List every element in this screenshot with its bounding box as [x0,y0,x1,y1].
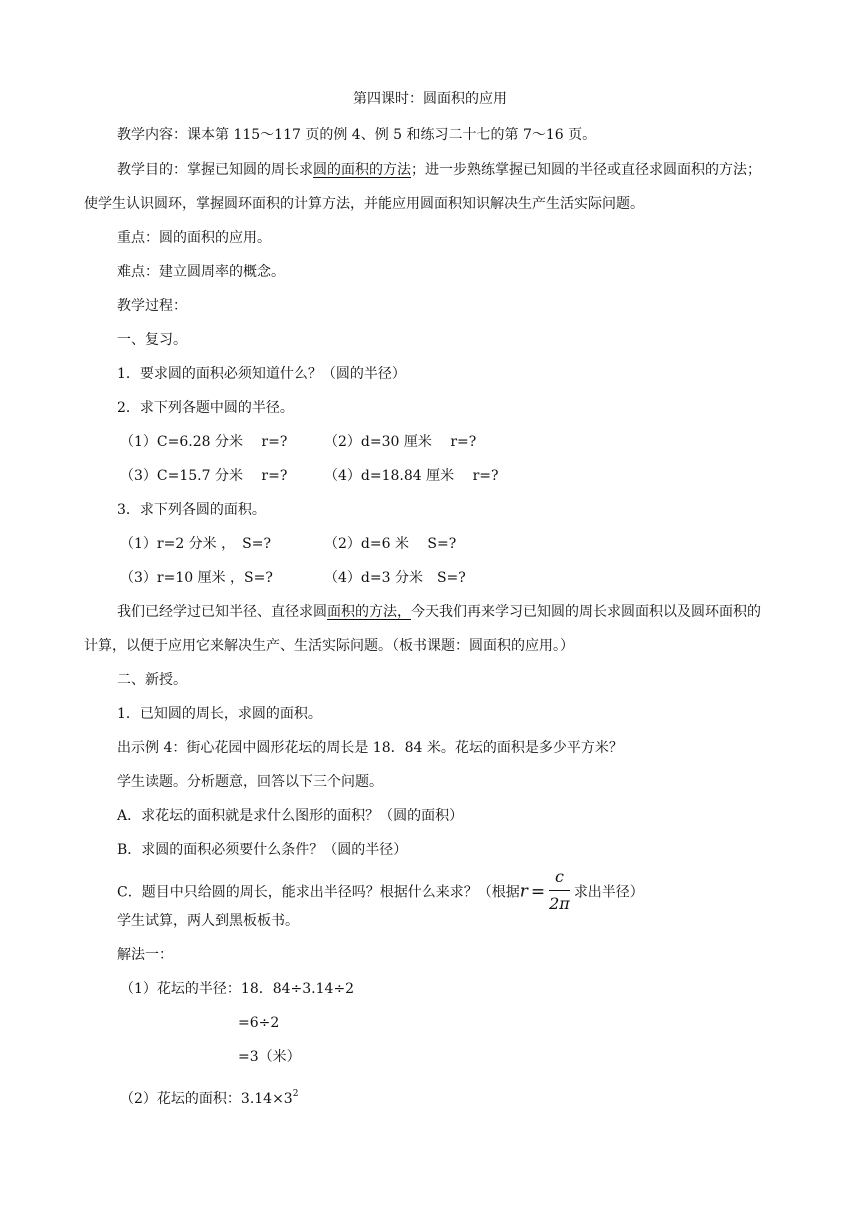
review-question-3: 3．求下列各圆的面积。 [117,502,266,518]
review-question-2: 2．求下列各题中圆的半径。 [117,400,294,416]
student-try: 学生试算，两人到黑板板书。 [117,913,299,929]
review-heading: 一、复习。 [117,332,187,348]
radius-item-1: （1）C=6.28 分米 r=? [120,434,288,450]
new-section-1: 1．已知圆的周长，求圆的面积。 [117,706,322,722]
process-heading: 教学过程： [117,298,187,314]
question-a: A．求花坛的面积就是求什么图形的面积？（圆的面积） [117,808,464,824]
review-question-1: 1．要求圆的面积必须知道什么？（圆的半径） [117,366,406,382]
new-lesson-heading: 二、新授。 [117,672,187,688]
question-c-text-a: C．题目中只给圆的周长，能求出半径吗？根据什么来求？（根据 [117,884,520,901]
formula-equals: = [530,881,546,902]
bridge-text-b: 今天我们再来学习已知圆的周长求圆面积以及圆环面积的 [411,604,761,620]
area-item-1: （1）r=2 分米 ， S=? [120,536,271,552]
step-2-text: （2）花坛的面积：3.14×3 [120,1091,293,1107]
bridge-line2: 计算，以便于应用它来解决生产、生活实际问题。（板书课题：圆面积的应用。） [84,638,574,654]
goal-text-a: 教学目的：掌握已知圆的周长求 [117,162,313,178]
formula-lhs: r [519,881,528,902]
formula-numerator: c [554,867,564,886]
radius-item-2: （2）d=30 厘米 r=? [324,434,477,450]
read-instruction: 学生读题。分析题意，回答以下三个问题。 [117,774,383,790]
area-item-4: （4）d=3 分米 S=? [324,570,466,586]
teaching-goal-line1 [117,163,761,177]
question-c-text-b: 求出半径） [573,884,644,901]
question-c [117,868,644,917]
step-1-line-2: =6÷2 [238,1015,280,1031]
area-item-2: （2）d=6 米 S=? [324,536,457,552]
formula-denominator: 2π [549,894,570,913]
radius-item-3: （3）C=15.7 分米 r=? [120,468,288,484]
teaching-content: 教学内容：课本第 115～117 页的例 4、例 5 和练习二十七的第 7～16 页。 [117,127,597,143]
question-b: B．求圆的面积必须要什么条件？（圆的半径） [117,842,408,858]
step-1-line-3: =3（米） [238,1049,301,1065]
goal-text-b: ；进一步熟练掌握已知圆的半径或直径求圆面积的方法； [411,162,761,178]
area-item-3: （3）r=10 厘米 ，S=? [120,570,273,586]
step-1: （1）花坛的半径：18．84÷3.14÷2 [120,981,355,997]
teaching-goal-line2: 使学生认识圆环，掌握圆环面积的计算方法，并能应用圆面积知识解决生产生活实际问题。 [84,196,644,212]
solution-heading: 解法一： [117,947,173,963]
radius-formula [549,866,570,915]
step-2 [120,1090,298,1106]
bridge-underlined-text: 面积的方法， [327,604,411,620]
radius-item-4: （4）d=18.84 厘米 r=? [324,468,499,484]
bridge-text-a: 我们已经学过已知半径、直径求圆 [117,604,327,620]
example-4: 出示例 4：街心花园中圆形花坛的周长是 18．84 米。花坛的面积是多少平方米？ [117,740,623,756]
page-title: 第四课时：圆面积的应用 [353,91,507,107]
goal-underlined-text: 圆的面积的方法 [313,162,411,178]
difficult-point: 难点：建立圆周率的概念。 [117,264,285,280]
bridge-line1 [117,605,761,619]
square-exponent: 2 [292,1089,299,1099]
key-point: 重点：圆的面积的应用。 [117,230,271,246]
